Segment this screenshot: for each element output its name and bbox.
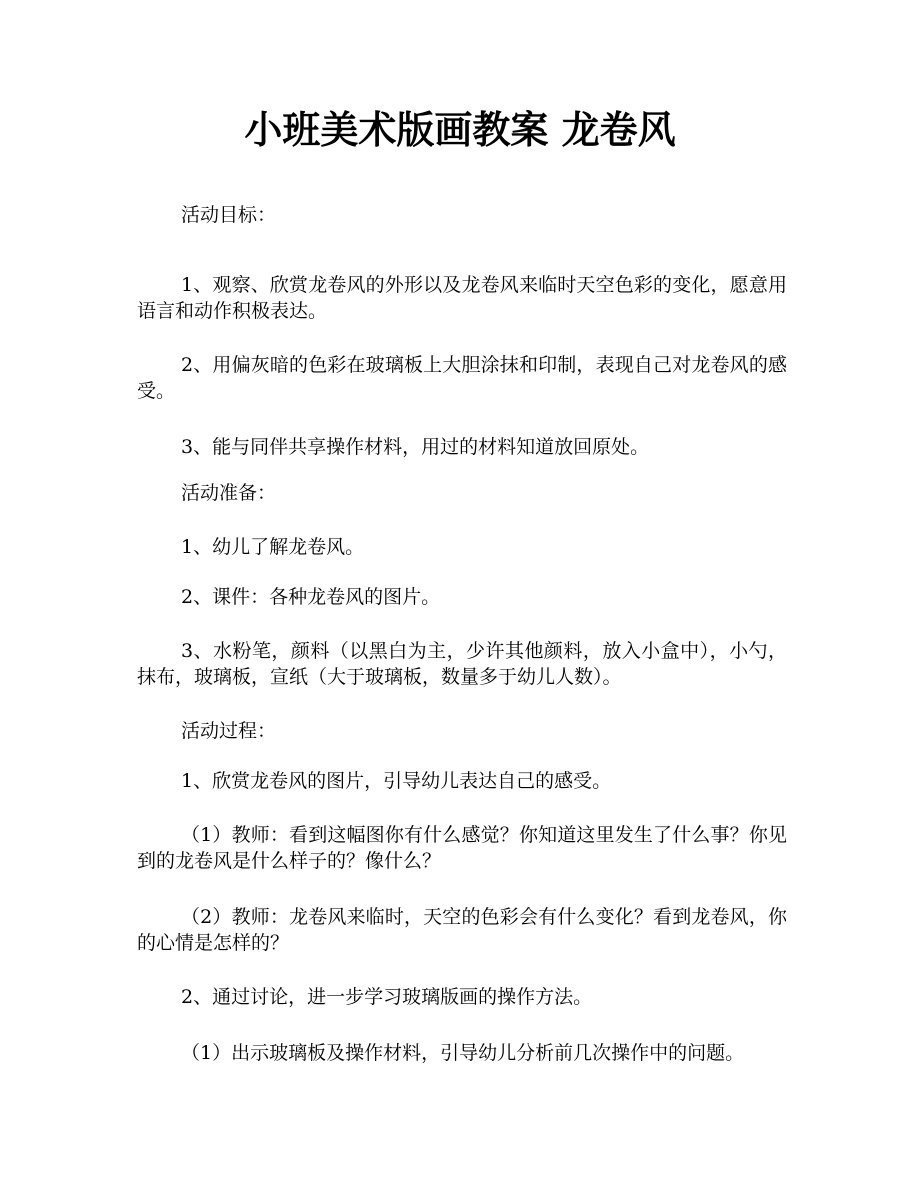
paragraph-process-2-1: （1）出示玻璃板及操作材料，引导幼儿分析前几次操作中的问题。 <box>181 1042 745 1064</box>
paragraph-goals-heading: 活动目标： <box>181 204 277 226</box>
paragraph-prep-3: 3、水粉笔，颜料（以黑白为主，少许其他颜料，放入小盒中），小勺，抹布，玻璃板，宣纸（大于玻璃板，数量多于幼儿人数）。 <box>137 640 787 688</box>
document-title: 小班美术版画教案 龙卷风 <box>244 107 676 152</box>
paragraph-goal-3: 3、能与同伴共享操作材料，用过的材料知道放回原处。 <box>181 436 650 458</box>
paragraph-prep-2: 2、课件：各种龙卷风的图片。 <box>181 586 441 608</box>
paragraph-goal-2: 2、用偏灰暗的色彩在玻璃板上大胆涂抹和印制，表现自己对龙卷风的感受。 <box>137 354 787 402</box>
paragraph-process-1-1: （1）教师：看到这幅图你有什么感觉？你知道这里发生了什么事？你见到的龙卷风是什么样子的？像什么？ <box>137 824 787 872</box>
paragraph-prep-heading: 活动准备： <box>181 482 277 504</box>
paragraph-goal-1: 1、观察、欣赏龙卷风的外形以及龙卷风来临时天空色彩的变化，愿意用语言和动作积极表达。 <box>137 274 787 322</box>
paragraph-prep-1: 1、幼儿了解龙卷风。 <box>181 536 365 558</box>
paragraph-process-heading: 活动过程： <box>181 720 277 742</box>
paragraph-process-2: 2、通过讨论，进一步学习玻璃版画的操作方法。 <box>181 986 593 1008</box>
paragraph-process-1-2: （2）教师：龙卷风来临时，天空的色彩会有什么变化？看到龙卷风，你的心情是怎样的？ <box>137 906 787 954</box>
paragraph-process-1: 1、欣赏龙卷风的图片，引导幼儿表达自己的感受。 <box>181 770 612 792</box>
